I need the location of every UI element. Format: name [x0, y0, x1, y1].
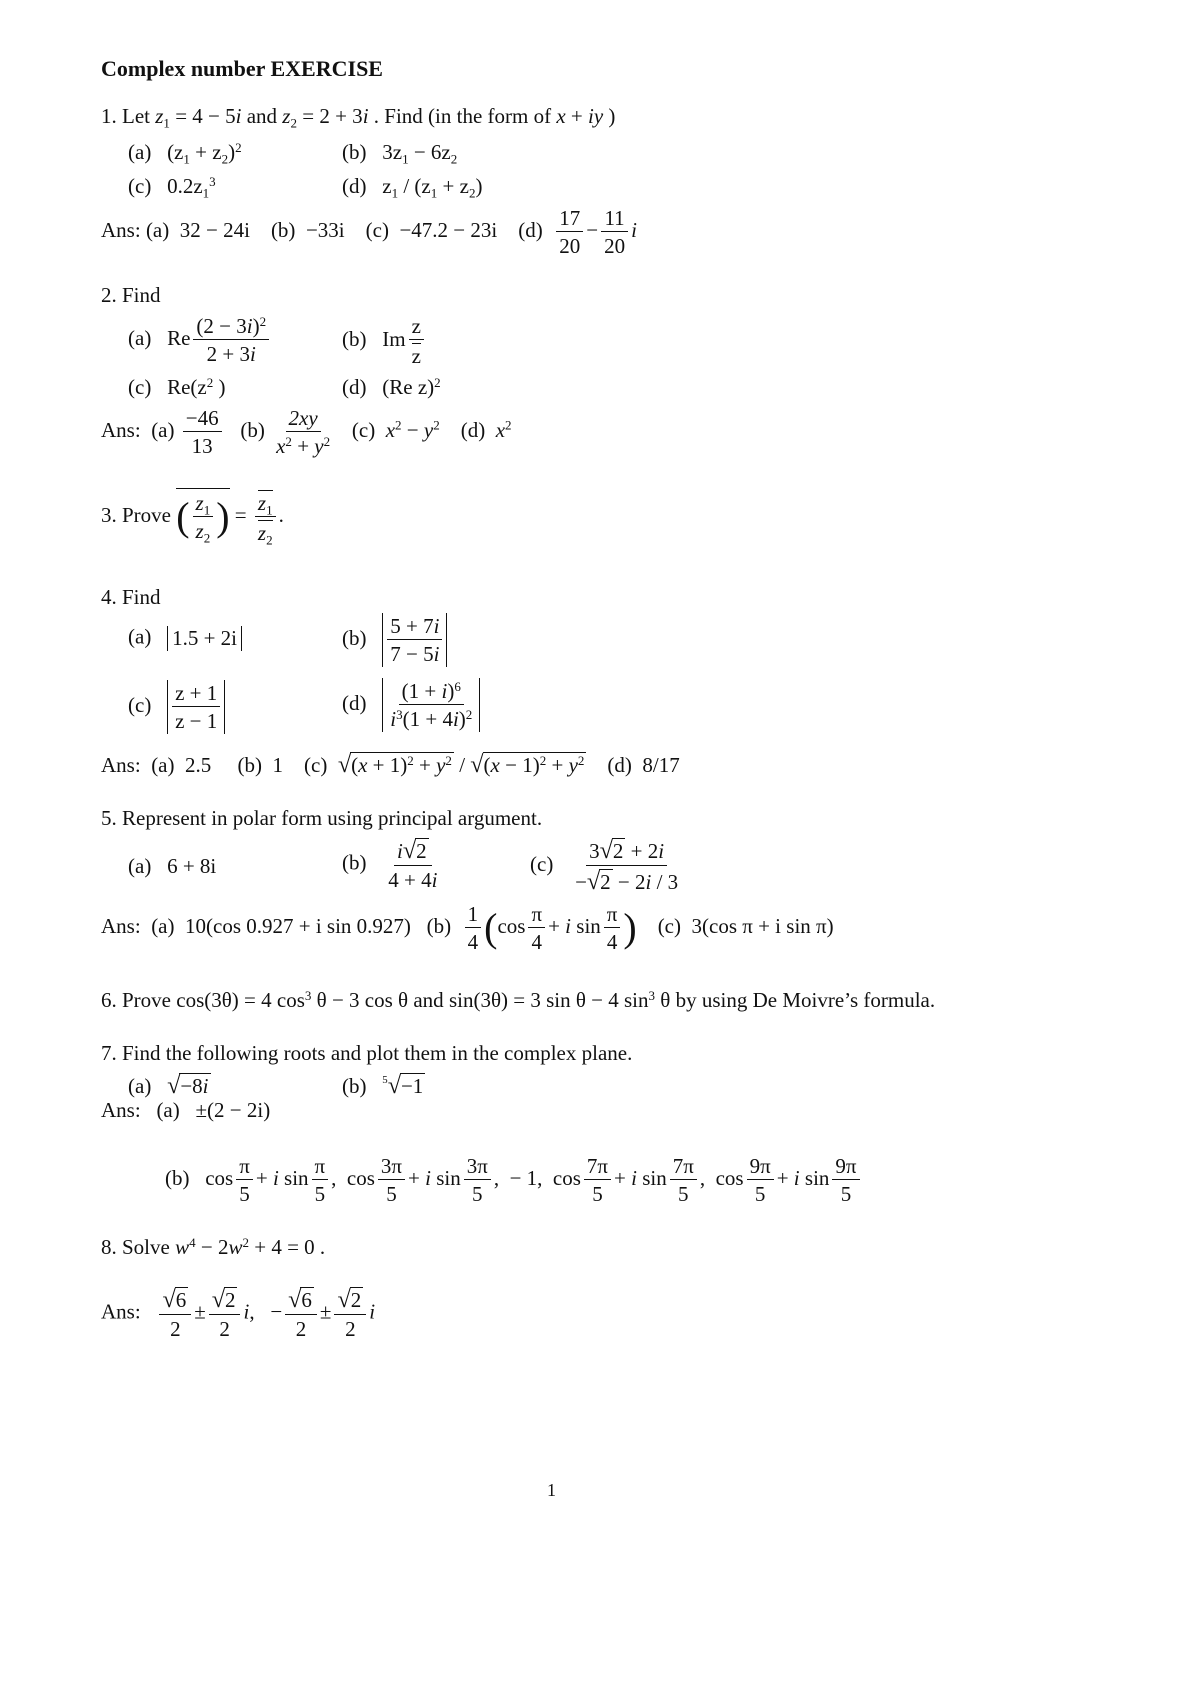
q5-ans-a: 10(cos 0.927 + i sin 0.927)	[185, 913, 411, 938]
q5-b-label: (b)	[342, 850, 367, 875]
q1-part-d: (d) $z_1 / (z_1 + z_2)$	[342, 174, 483, 201]
q5-a-label: (a)	[128, 854, 152, 878]
q3-prove: Prove	[122, 502, 171, 527]
q7-number: 7.	[101, 1041, 117, 1065]
q4-c-label: (c)	[128, 692, 152, 717]
q3-statement: 3. Prove ( $\frac{z_1}{z_2}$ ) = $\frac{z_1}{z_2}$ .	[101, 488, 284, 544]
q8-statement: 8. Solve $w^4 - 2w^2 + 4 = 0$ .	[101, 1234, 326, 1259]
q1-ans-c: −47.2 − 23i	[399, 217, 498, 242]
page-title: Complex number EXERCISE	[101, 56, 383, 81]
q8-ans-label: Ans:	[101, 1299, 141, 1324]
q4-statement	[101, 587, 161, 608]
q1-and: and	[246, 104, 278, 128]
q5-part-c: (c) 3 √ 2 + 2i − √ 2 − 2i / 3	[530, 836, 679, 896]
q5-part-a	[128, 856, 216, 877]
q3-number: 3.	[101, 502, 117, 527]
q7-answer-a: Ans: (a) ±(2 − 2i)	[101, 1098, 271, 1122]
q1-b-label: (b)	[342, 140, 367, 164]
q4-ans-a: 2.5	[185, 752, 212, 777]
q1-a-label: (a)	[128, 140, 152, 164]
q4-ans-label: Ans:	[101, 752, 141, 777]
q7-part-b: (b) $^5$√ −1	[342, 1071, 424, 1099]
q2-a-label: (a)	[128, 325, 152, 350]
q2-ans-label: Ans:	[101, 417, 141, 442]
q7-part-a: (a) √ −8i	[128, 1071, 209, 1099]
q5-text: Represent in polar form using principal argument.	[122, 806, 543, 830]
q5-ans-c: 3(cos π + i sin π)	[691, 913, 834, 938]
q2-number: 2.	[101, 283, 117, 307]
q4-answer: Ans: (a) 2.5 (b) 1 (c) √ $(x + 1)^2 + y^2$ / √ $(x - 1)^2 + y^2$ (d) 8/17	[101, 750, 680, 778]
q5-ans-label: Ans:	[101, 913, 141, 938]
q1-ans-a: 32 − 24i	[179, 217, 250, 242]
q7-answer-b: (b) cos $\frac{\pi}{5}$ + i sin $\frac{\pi}{5}$ , cos $\frac{3\pi}{5}$ + i sin $\frac{3\pi}{5}$ , − 1, cos $\frac{7\pi}{5}$ + i sin $\frac{7\pi}{5}$ , cos $\frac{9\pi}{5}$ + i sin $\frac{9\pi}{5}$	[165, 1155, 863, 1205]
q8-solve: Solve	[122, 1235, 170, 1259]
q4-part-d: (d) $\frac{(1 + i)^6}{i^3(1 + 4i)^2}$	[342, 678, 480, 732]
q1-part-a: (a) $(z_1 + z_2)^2$	[128, 139, 242, 167]
q2-c-label: (c)	[128, 375, 152, 399]
q1-part-b: (b) $3z_1 - 6z_2$	[342, 140, 458, 167]
q5-number: 5.	[101, 806, 117, 830]
q6-tail: by using De Moivre’s formula.	[675, 988, 936, 1012]
q1-statement: 1. Let $z_1 = 4 - 5i$ and $z_2 = 2 + 3i$ . Find (in the form of x + iy )	[101, 104, 616, 131]
q2-d-label: (d)	[342, 375, 367, 399]
q1-ans-label: Ans:	[101, 217, 141, 242]
q4-number: 4.	[101, 585, 117, 609]
q5-c-label: (c)	[530, 851, 554, 876]
q2-part-c: (c) $Re(z^2$ )	[128, 374, 226, 399]
q2-statement	[101, 285, 161, 306]
q7-statement	[101, 1043, 632, 1064]
q8-answer: Ans: √ 6 2 ± √ 2 2 i, − √ 6 2 ± √ 2 2 i	[101, 1285, 376, 1342]
q4-find: Find	[122, 585, 161, 609]
q2-answer: Ans: (a) $\frac{-46}{13}$ (b) $\frac{2xy}{x^2 + y^2}$ (c) $x^2 - y^2$ (d) $x^2$	[101, 406, 512, 459]
q2-ans-b: $\frac{2xy}{x^2 + y^2}$	[276, 406, 331, 459]
q4-ans-d: 8/17	[642, 752, 680, 777]
q1-c-label: (c)	[128, 174, 152, 198]
q1-let: Let	[122, 104, 150, 128]
q2-part-d: (d) (Re z)$^2$	[342, 374, 441, 399]
q4-d-label: (d)	[342, 690, 367, 715]
q4-b-label: (b)	[342, 625, 367, 650]
q6-statement: 6. Prove cos(3θ) = 4 $\cos^3 \theta - 3$ cos θ and sin(3θ) = 3 sin θ − 4 $\sin^3 \theta$ by using De Moivre’s formula.	[101, 987, 936, 1012]
q4-part-b: (b) $\frac{5 + 7i}{7 - 5i}$	[342, 613, 447, 667]
q1-ans-d-frac1: $\frac{17}{20}$	[556, 207, 583, 257]
q1-d-label: (d)	[342, 174, 367, 198]
q7-b-label: (b)	[342, 1073, 367, 1098]
q2-find: Find	[122, 283, 161, 307]
q5-answer: Ans: (a) 10(cos 0.927 + i sin 0.927) (b) $\frac{1}{4}$ (cos $\frac{\pi}{4}$ + i sin $\frac{\pi}{4}$ ) (c) 3(cos π + i sin π)	[101, 902, 834, 955]
q7-ans-label: Ans:	[101, 1098, 141, 1122]
q6-prove: Prove	[122, 988, 171, 1012]
q7-ans-a: ±(2 − 2i)	[195, 1098, 271, 1122]
q4-ans-b: 1	[272, 752, 283, 777]
q2-part-b: (b) Im $\frac{z}{z}$	[342, 315, 427, 367]
q8-number: 8.	[101, 1235, 117, 1259]
q2-part-a: (a) Re $\frac{(2 - 3i)^2}{2 + 3i}$	[128, 315, 272, 365]
q1-ans-b: −33i	[305, 217, 345, 242]
q4-a-label: (a)	[128, 624, 152, 649]
q4-part-a	[128, 626, 242, 651]
q7-text: Find the following roots and plot them in the complex plane.	[122, 1041, 633, 1065]
q4-part-c: (c) $\frac{z + 1}{z - 1}$	[128, 680, 225, 734]
q5-part-b: (b) i √ 2 4 + 4i	[342, 836, 438, 893]
q4-a-expr: 1.5 + 2i	[167, 626, 242, 651]
q1-part-c: (c) $0.2z_1^3$	[128, 173, 216, 201]
q6-and: and	[413, 988, 444, 1012]
q1-find: Find (in the form of	[384, 104, 552, 128]
q1-number: 1.	[101, 104, 117, 128]
q1-ans-d-frac2: $\frac{11}{20}$	[601, 207, 628, 257]
q2-b-label: (b)	[342, 326, 367, 351]
q6-number: 6.	[101, 988, 117, 1012]
q5-statement	[101, 808, 542, 829]
q7-a-label: (a)	[128, 1073, 152, 1098]
page-number: 1	[547, 1480, 556, 1500]
q5-a-expr: 6 + 8i	[167, 854, 217, 878]
q2-ans-a: $\frac{-46}{13}$	[183, 407, 222, 457]
q1-answer: Ans: (a) 32 − 24i (b) −33i (c) −47.2 − 23i (d) $\frac{17}{20}$ − $\frac{11}{20}$ i	[101, 206, 637, 259]
